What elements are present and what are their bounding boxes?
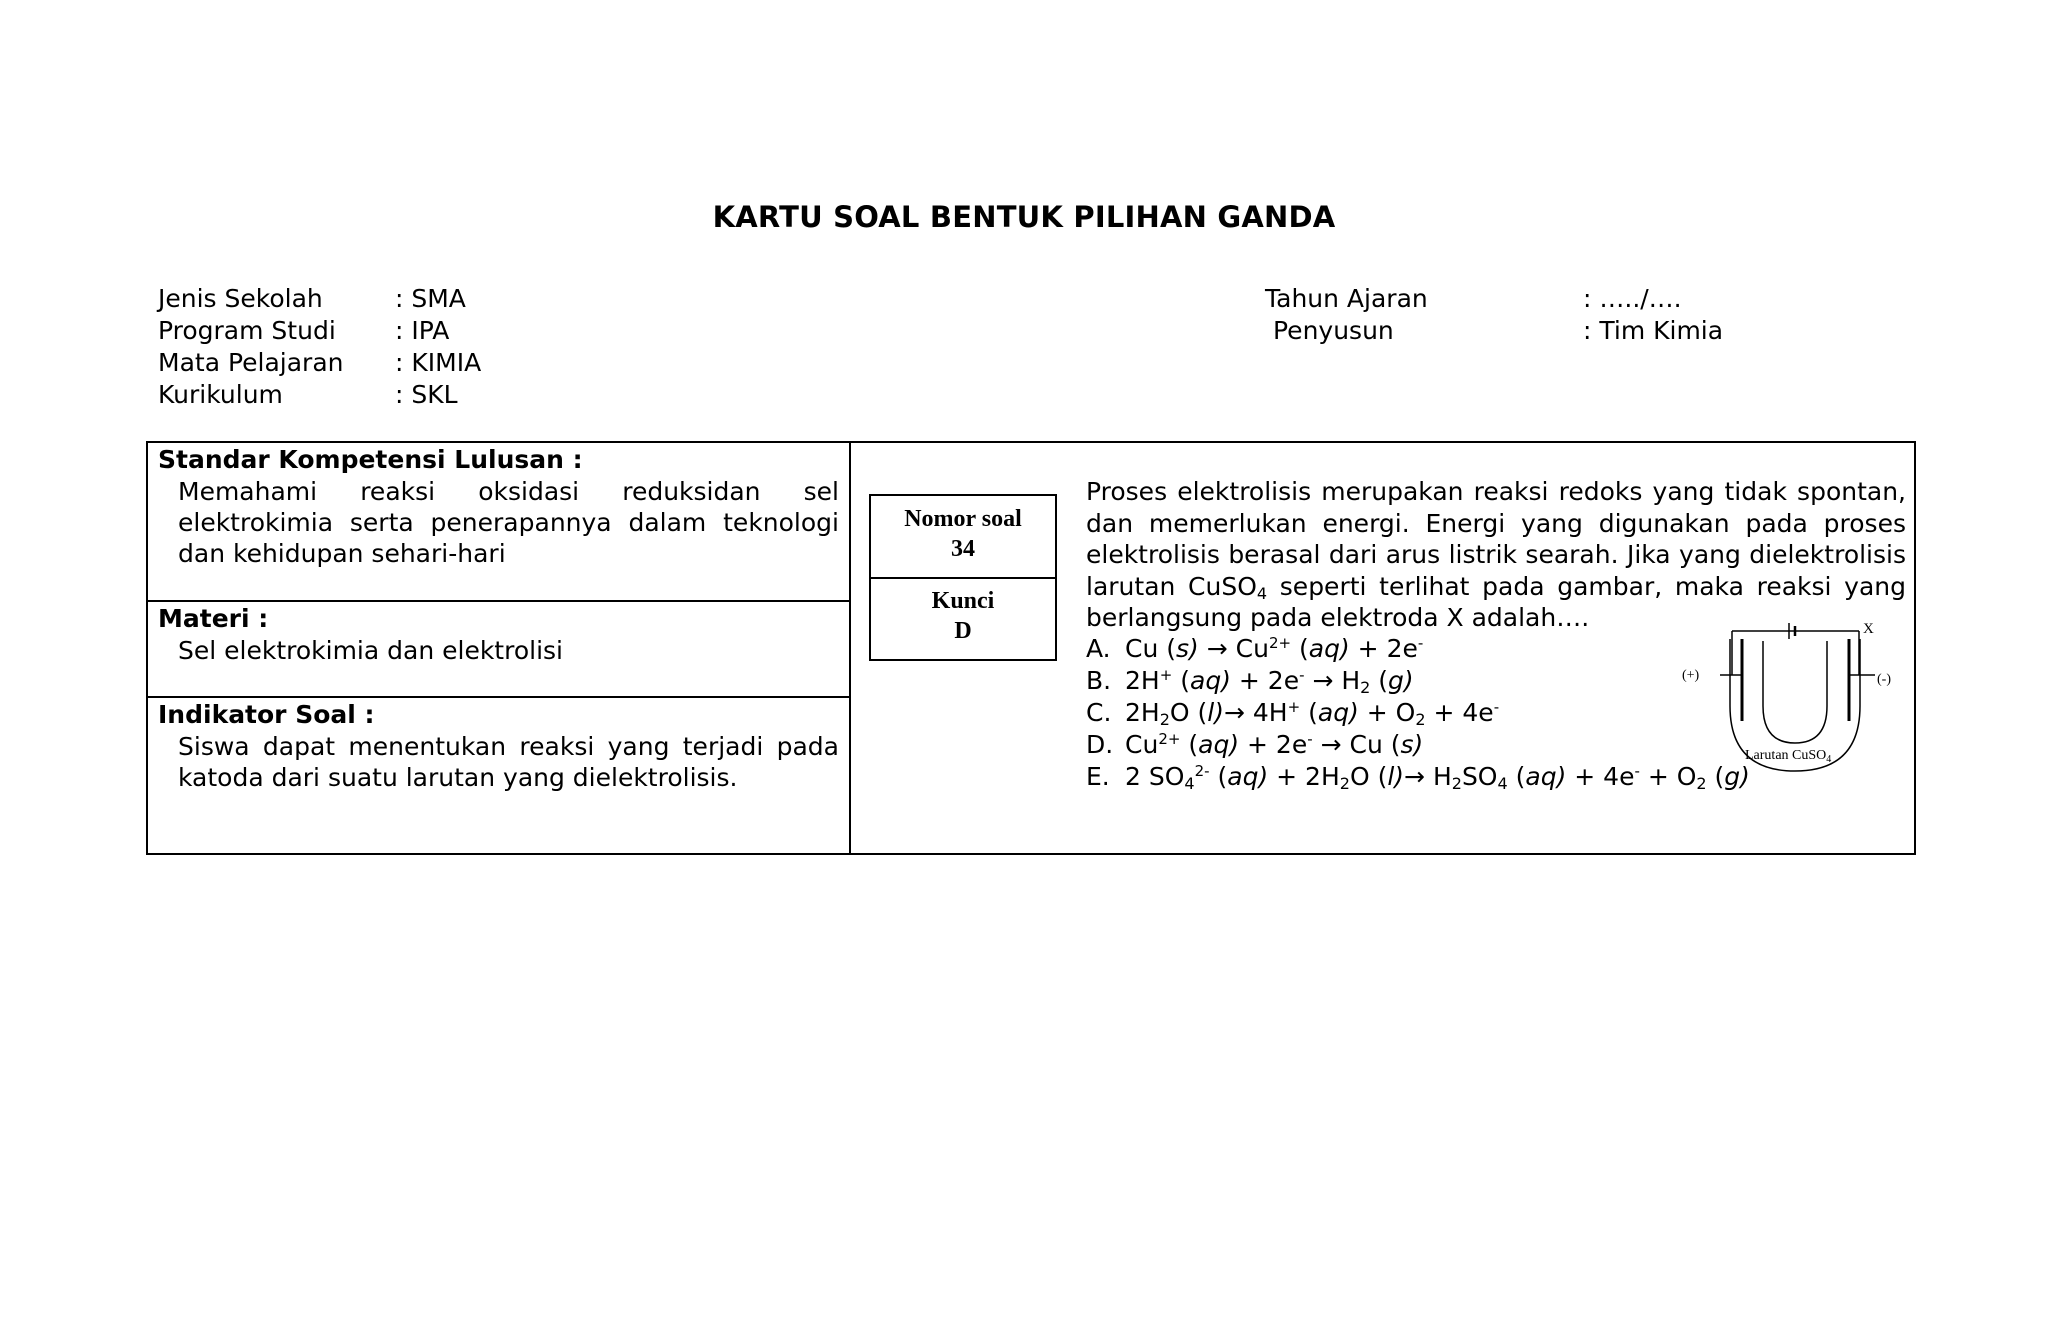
- meta-left: [158, 283, 481, 411]
- materi-text: Sel elektrokimia dan elektrolisi: [178, 636, 563, 665]
- indikator-heading: Indikator Soal :: [158, 700, 375, 729]
- electrolysis-cell-diagram: [1680, 611, 1920, 781]
- meta-value: : …../….: [1583, 284, 1682, 313]
- meta-right: [1265, 283, 1723, 347]
- meta-row-mata-pelajaran: [158, 347, 481, 379]
- kunci-value: D: [954, 618, 972, 644]
- question-card: [146, 441, 1916, 855]
- meta-row-kurikulum: [158, 379, 481, 411]
- meta-value: : SMA: [395, 284, 466, 313]
- kunci-label: Kunci: [931, 588, 995, 614]
- meta-row-jenis-sekolah: [158, 283, 481, 315]
- meta-row-program-studi: [158, 315, 481, 347]
- option-a: A. Cu $(s) \to Cu^{2+}$ (aq) + 2e-: [1086, 634, 1424, 663]
- nomor-kunci-box: [869, 494, 1057, 661]
- meta-value: : Tim Kimia: [1583, 316, 1724, 345]
- x-label: X: [1863, 621, 1874, 637]
- skl-section: [148, 443, 849, 602]
- option-letter: A.: [1086, 634, 1111, 663]
- nomor-value: 34: [951, 536, 975, 562]
- meta-label: Penyusun: [1273, 316, 1394, 345]
- skl-text: Memahami reaksi oksidasi reduksidan sel elektrokimia serta penerapannya dalam teknologi dan kehidupan sehari-hari: [178, 477, 839, 568]
- kunci: [871, 586, 1055, 646]
- plus-label: (+): [1682, 668, 1700, 683]
- box-divider: [871, 577, 1055, 579]
- option-letter: D.: [1086, 730, 1114, 759]
- u-tube-inner: [1763, 641, 1827, 743]
- skl-heading: Standar Kompetensi Lulusan :: [158, 445, 583, 474]
- option-e: E. 2 $SO_4^{2-}$ $(aq) + 2H_2O$ $(l)\to H_2SO_4$ $(aq) + 4e^- + O_2$ (g): [1086, 762, 1750, 793]
- meta-label: Tahun Ajaran: [1265, 284, 1428, 313]
- nomor-label: Nomor soal: [904, 506, 1022, 532]
- question-text: [1086, 476, 1906, 634]
- minus-label: (-): [1877, 672, 1891, 687]
- meta-label: Program Studi: [158, 316, 336, 345]
- indikator-text: Siswa dapat menentukan reaksi yang terjadi pada katoda dari suatu larutan yang dielektrolisis.: [178, 732, 839, 792]
- meta-value: : KIMIA: [395, 348, 482, 377]
- meta-label: Mata Pelajaran: [158, 348, 344, 377]
- indikator-section: [148, 698, 849, 855]
- question-part: Proses elektrolisis merupakan reaksi redoks yang tidak spontan, dan memerlukan energi. Energi yang digunakan pada proses elektrolisis berasal dari arus listrik searah. Jika yang dielektrolisis larutan CuSO: [1086, 477, 1906, 601]
- materi-heading: Materi :: [158, 604, 269, 633]
- nomor-soal: [871, 504, 1055, 564]
- option-letter: B.: [1086, 666, 1112, 695]
- option-b: B. 2H+ $(aq) + 2e^- \to H_2$ (g): [1086, 666, 1414, 697]
- answer-options: [1086, 633, 1750, 793]
- card-left-column: [148, 443, 851, 853]
- option-letter: E.: [1086, 762, 1110, 791]
- meta-label: Kurikulum: [158, 380, 283, 409]
- option-d: D. $Cu^{2+}$ (aq) + 2e- → Cu (s): [1086, 730, 1424, 759]
- option-c: C. $2H_2O$ (l)→ 4H+ $(aq) + O_2 + 4e^-$: [1086, 698, 1500, 729]
- meta-row-penyusun: [1265, 315, 1723, 347]
- solution-label: Larutan CuSO$_4$: [1745, 748, 1832, 765]
- meta-label: Jenis Sekolah: [158, 284, 323, 313]
- meta-value: : SKL: [395, 380, 458, 409]
- question-subscript: 4: [1256, 583, 1268, 603]
- meta-row-tahun-ajaran: [1265, 283, 1723, 315]
- option-letter: C.: [1086, 698, 1112, 727]
- materi-section: [148, 602, 849, 698]
- page-title: KARTU SOAL BENTUK PILIHAN GANDA: [712, 200, 1336, 234]
- question-part: seperti terlihat pada gambar, maka reaksi yang berlangsung pada elektroda X adalah….: [1086, 571, 1907, 632]
- meta-value: : IPA: [395, 316, 450, 345]
